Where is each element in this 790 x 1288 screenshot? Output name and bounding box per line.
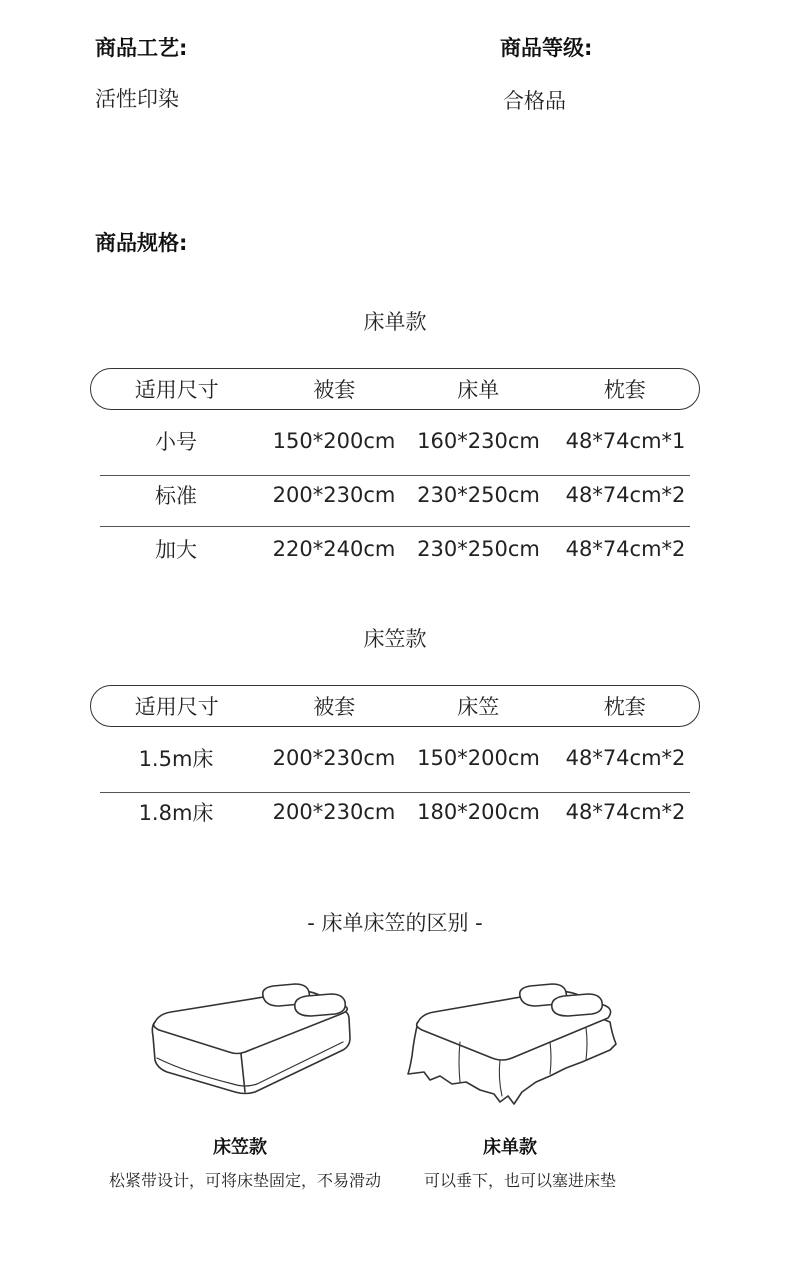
header-cell: 枕套 — [603, 378, 646, 402]
header-cell: 被套 — [313, 378, 356, 402]
spec-label: 商品规格: — [95, 231, 188, 255]
table-cell: 48*74cm*2 — [565, 483, 686, 507]
table-cell: 48*74cm*1 — [565, 429, 686, 453]
table-cell: 小号 — [155, 430, 197, 454]
table-row — [90, 522, 700, 576]
header-cell: 床笠 — [457, 695, 500, 719]
fitted-caption-desc: 松紧带设计，可将床垫固定，不易滑动 — [108, 1171, 381, 1190]
fitted-spec-table — [90, 685, 700, 839]
craft-label: 商品工艺: — [95, 36, 188, 60]
fitted-caption-title: 床笠款 — [213, 1137, 267, 1158]
table-cell: 200*230cm — [272, 483, 396, 507]
flat-caption-desc: 可以垂下，也可以塞进床垫 — [423, 1171, 616, 1190]
table-cell: 200*230cm — [272, 746, 396, 770]
table-header — [90, 368, 700, 410]
table-cell: 180*200cm — [417, 800, 540, 824]
table-row — [90, 731, 700, 785]
fitted-sheet-illustration — [145, 980, 360, 1105]
table-cell: 48*74cm*2 — [565, 746, 686, 770]
table-cell: 230*250cm — [417, 483, 540, 507]
grade-label: 商品等级: — [500, 36, 593, 60]
table-cell: 标准 — [155, 484, 197, 508]
header-cell: 适用尺寸 — [134, 695, 219, 719]
flat-caption-title: 床单款 — [483, 1137, 537, 1158]
table-cell: 1.5m床 — [138, 747, 214, 771]
table-cell: 加大 — [155, 538, 197, 562]
grade-value: 合格品 — [503, 89, 566, 113]
table-cell: 150*200cm — [417, 746, 540, 770]
table-cell: 200*230cm — [272, 800, 396, 824]
sheet-table-title: 床单款 — [363, 310, 427, 334]
header-cell: 床单 — [457, 378, 500, 402]
header-cell: 被套 — [313, 695, 356, 719]
craft-value: 活性印染 — [95, 87, 179, 111]
table-row — [90, 468, 700, 522]
table-cell: 48*74cm*2 — [565, 800, 686, 824]
header-cell: 适用尺寸 — [134, 378, 219, 402]
flat-sheet-illustration — [400, 978, 625, 1113]
table-cell: 160*230cm — [417, 429, 540, 453]
table-cell: 48*74cm*2 — [565, 537, 686, 561]
table-row — [90, 414, 700, 468]
table-row — [90, 785, 700, 839]
table-header — [90, 685, 700, 727]
table-cell: 1.8m床 — [138, 801, 214, 825]
table-cell: 220*240cm — [272, 537, 396, 561]
fitted-table-title: 床笠款 — [363, 627, 427, 651]
header-cell: 枕套 — [603, 695, 646, 719]
table-cell: 230*250cm — [417, 537, 540, 561]
difference-title: - 床单床笠的区别 - — [307, 911, 483, 935]
sheet-spec-table — [90, 368, 700, 576]
table-cell: 150*200cm — [272, 429, 396, 453]
